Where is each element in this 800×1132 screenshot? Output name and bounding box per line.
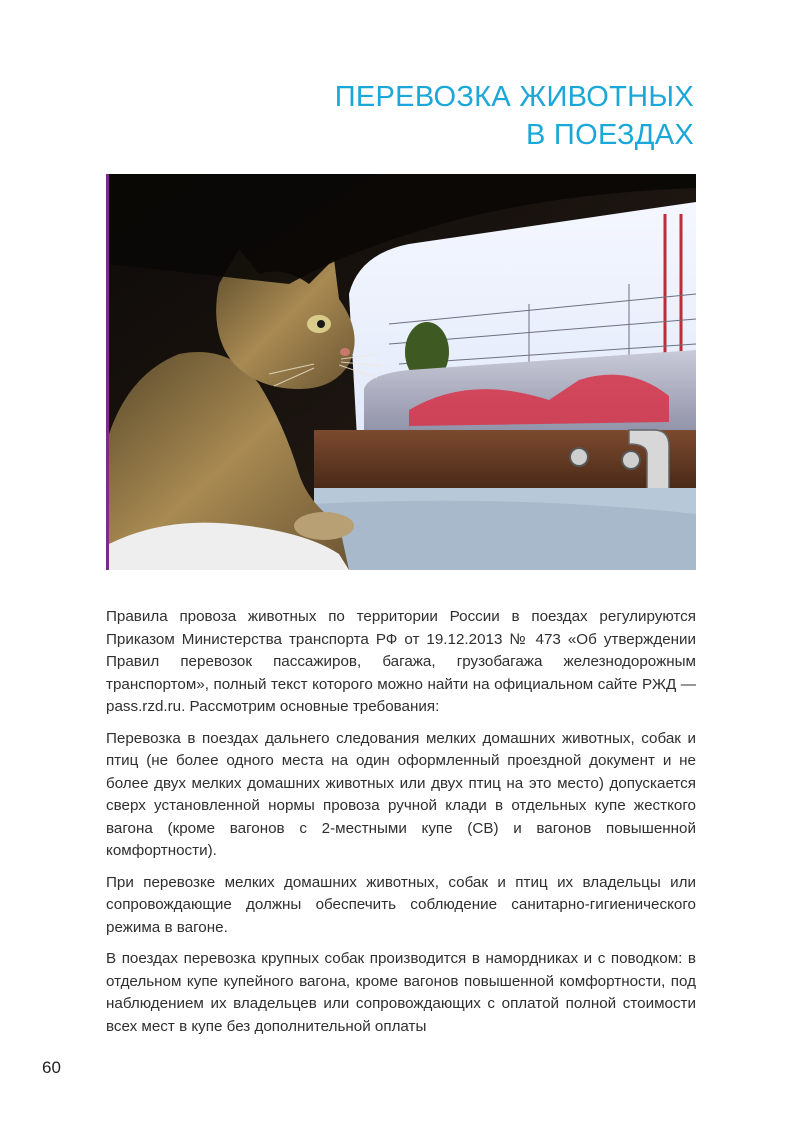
page-number: 60 (42, 1058, 61, 1077)
page-title-line-2: В ПОЕЗДАХ (525, 119, 694, 151)
page-title (335, 78, 694, 154)
paragraph-3: При перевозке мелких домашних животных, собак и птиц их владельцы или сопровождающие должны обеспечить соблюдение санитарно-гигиенического режима в вагоне. (106, 873, 696, 936)
body-text (106, 606, 696, 1047)
paragraph-1: Правила провоза животных по территории России в поездах регулируются Приказом Министерства транспорта РФ от 19.12.2013 № 473 «Об утверждении Правил перевозок пассажиров, багажа, грузобагажа железнодорожным транспортом», полный текст которого можно найти на официальном сайте РЖД — pass.rzd.ru. Рассмотрим основные требования: (106, 608, 696, 715)
cat-on-train-photo (106, 174, 696, 570)
page-title-line-1: ПЕРЕВОЗКА ЖИВОТНЫХ (334, 81, 694, 113)
paragraph-2: Перевозка в поездах дальнего следования мелких домашних животных, собак и птиц (не более одного места на один оформленный проездной документ и не более двух мелких домашних животных или двух птиц на это место) допускается сверх установленной нормы провоза ручной клади в отдельных купе жесткого вагона (кроме вагонов с 2-местными купе (СВ) и вагонов повышенной комфортности). (106, 729, 696, 859)
paragraph-4: В поездах перевозка крупных собак производится в намордниках и с поводком: в отдельном купе купейного вагона, кроме вагонов повышенной комфортности, под наблюдением их владельцев или сопровождающих с оплатой полной стоимости всех мест в купе без дополнительной оплаты (106, 950, 696, 1035)
